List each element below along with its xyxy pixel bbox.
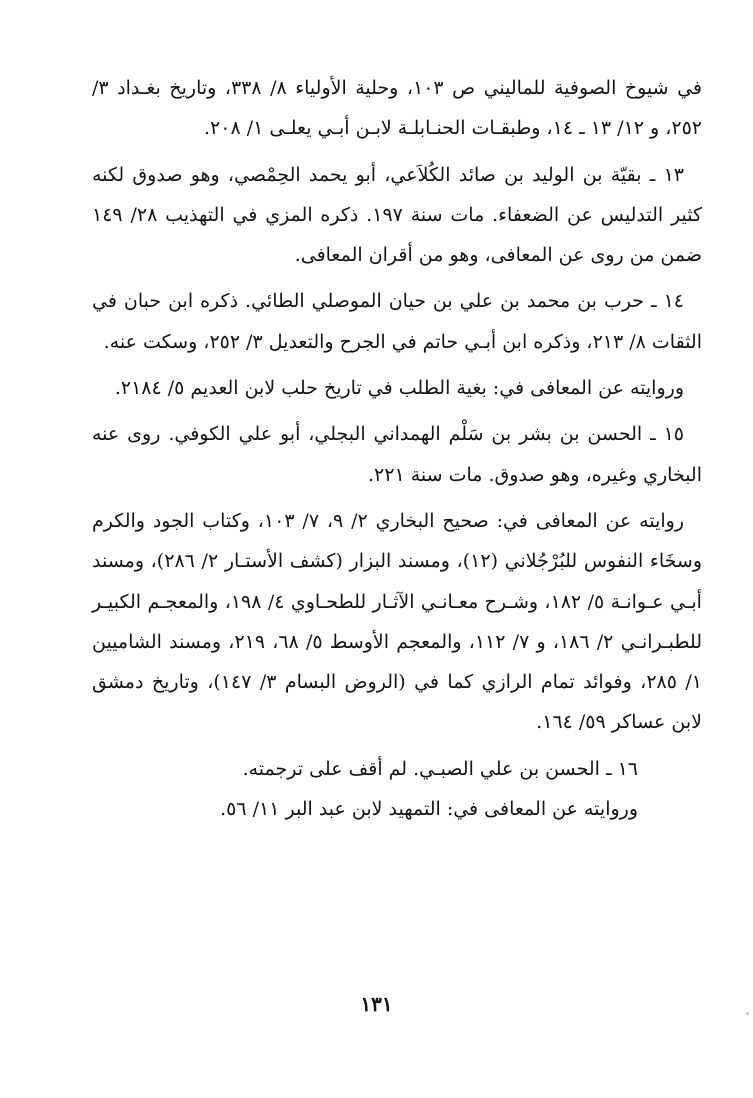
- page-number: ١٣١: [360, 992, 393, 1016]
- paragraph-entry-15-narration: روايته عن المعافى في: صحيح البخاري ٢/ ٩، ٧/ ١٠٣، وكتاب الجود والكرم وسخَاء النفوس للبُرْجُلاني (١٢)، ومسند البزار (كشف الأستـار ٢/ ٢٨٦)، ومسند أبـي عـوانـة ٥/ ١٨٢، وشـرح معـانـي الآثـار للطحـاوي ٤/ ١٩٨، والمعجـم الكبيـر للطبـرانـي ٢/ ١٨٦، و ٧/ ١١٢، والمعجم الأوسط ٥/ ٦٨، ٢١٩، ومسند الشاميين ١/ ٢٨٥، وفوائد تمام الرازي كما في (الروض البسام ٣/ ١٤٧)، وتاريخ دمشق لابن عساكر ٥٩/ ١٦٤.: [92, 509, 702, 734]
- paragraph-1-references-continued: في شيوخ الصوفية للماليني ص ١٠٣، وحلية الأولياء ٨/ ٣٣٨، وتاريخ بغـداد ٣/ ٢٥٢، و ١٢/ ١٣ ـ ١٤، وطبقـات الحنـابلـة لابـن أبـي يعلـى ١/ ٢٠٨.: [92, 77, 702, 140]
- paragraph-entry-13-baqiyya: ١٣ ـ بقيّة بن الوليد بن صائد الكُلاَعي، أبو يحمد الحِمْصي، وهو صدوق لكنه كثير التدليس عن الضعفاء. مات سنة ١٩٧. ذكره المزي في التهذيب ٢٨/ ١٤٩ ضمن من روى عن المعافى، وهو من أقران المعافى.: [92, 163, 702, 267]
- paragraph-entry-14-narration: وروايته عن المعافى في: بغية الطلب في تاريخ حلب لابن العديم ٥/ ٢١٨٤.: [114, 377, 684, 400]
- paragraph-entry-16-hasan-ali: ١٦ ـ الحسن بن علي الصبـي. لم أقف على ترجمته.: [242, 757, 638, 780]
- paragraph-entry-14-harb: ١٤ ـ حرب بن محمد بن علي بن حيان الموصلي الطائي. ذكره ابن حبان في الثقات ٨/ ٢١٣، وذكره ابن أبـي حاتم في الجرح والتعديل ٣/ ٢٥٢، وسكت عنه.: [92, 290, 702, 353]
- scan-speck: [746, 1012, 749, 1015]
- page-body: [92, 68, 702, 829]
- paragraph-entry-16-narration: وروايته عن المعافى في: التمهيد لابن عبد البر ١١/ ٥٦.: [220, 798, 638, 821]
- paragraph-entry-15-hasan-bishr: ١٥ ـ الحسن بن بشر بن سَلْم الهمداني البجلي، أبو علي الكوفي. روى عنه البخاري وغيره، وهو صدوق. مات سنة ٢٢١.: [92, 423, 702, 486]
